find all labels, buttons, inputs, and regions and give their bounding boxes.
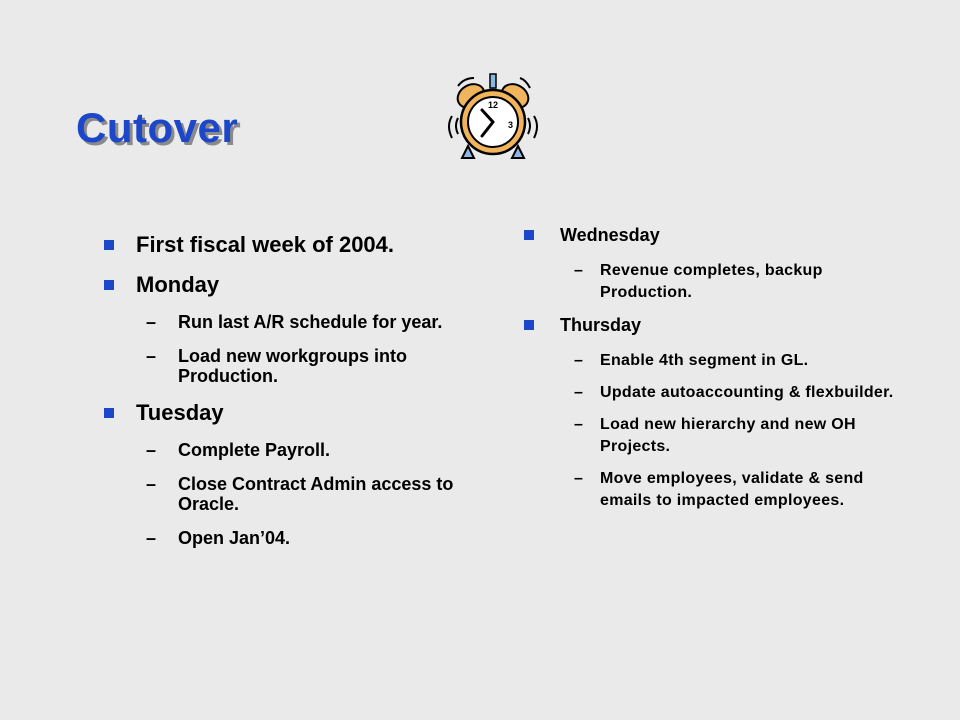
sub-bullet-label: Complete Payroll.: [178, 440, 331, 460]
bullet-label: Tuesday: [136, 400, 224, 425]
sub-bullet-item: [104, 474, 494, 514]
sub-bullet-label: Move employees, validate & send emails to impacted employees.: [600, 470, 864, 509]
dash-bullet-icon: –: [574, 416, 584, 433]
dash-bullet-icon: –: [574, 470, 584, 487]
bullet-item: [104, 232, 494, 258]
sub-bullet-label: Revenue completes, backup Production.: [600, 262, 823, 301]
square-bullet-icon: [104, 280, 114, 290]
sub-bullet-item: [524, 260, 904, 304]
slide-title: Cutover: [76, 104, 239, 151]
sub-bullet-label: Enable 4th segment in GL.: [600, 352, 809, 369]
bullet-label: Thursday: [560, 315, 642, 335]
square-bullet-icon: [104, 408, 114, 418]
bullet-item: [104, 272, 494, 298]
sub-bullet-label: Update autoaccounting & flexbuilder.: [600, 384, 894, 401]
square-bullet-icon: [524, 320, 534, 330]
svg-text:12: 12: [488, 100, 499, 110]
square-bullet-icon: [104, 240, 114, 250]
sub-bullet-item: [104, 528, 494, 548]
bullet-item: [104, 400, 494, 426]
svg-text:3: 3: [508, 120, 514, 130]
right-column: [524, 224, 904, 522]
dash-bullet-icon: –: [574, 384, 584, 401]
sub-bullet-item: [524, 382, 904, 404]
sub-bullet-item: [524, 414, 904, 458]
dash-bullet-icon: –: [146, 312, 157, 332]
sub-bullet-item: [524, 468, 904, 512]
sub-bullet-item: [104, 312, 494, 332]
sub-bullet-label: Load new hierarchy and new OH Projects.: [600, 416, 856, 455]
dash-bullet-icon: –: [574, 352, 584, 369]
sub-bullet-label: Open Jan’04.: [178, 528, 291, 548]
dash-bullet-icon: –: [146, 528, 157, 548]
square-bullet-icon: [524, 230, 534, 240]
dash-bullet-icon: –: [146, 346, 157, 366]
left-column: [104, 232, 494, 562]
dash-bullet-icon: –: [146, 440, 157, 460]
sub-bullet-label: Close Contract Admin access to Oracle.: [178, 474, 454, 514]
bullet-item: [524, 314, 904, 336]
dash-bullet-icon: –: [574, 262, 584, 279]
dash-bullet-icon: –: [146, 474, 157, 494]
bullet-item: [524, 224, 904, 246]
sub-bullet-item: [524, 350, 904, 372]
bullet-label: Monday: [136, 272, 220, 297]
bullet-label: Wednesday: [560, 225, 660, 245]
sub-bullet-label: Load new workgroups into Production.: [178, 346, 407, 386]
sub-bullet-item: [104, 346, 494, 386]
alarm-clock-icon: [438, 68, 548, 163]
sub-bullet-label: Run last A/R schedule for year.: [178, 312, 443, 332]
bullet-label: First fiscal week of 2004.: [136, 232, 395, 257]
sub-bullet-item: [104, 440, 494, 460]
